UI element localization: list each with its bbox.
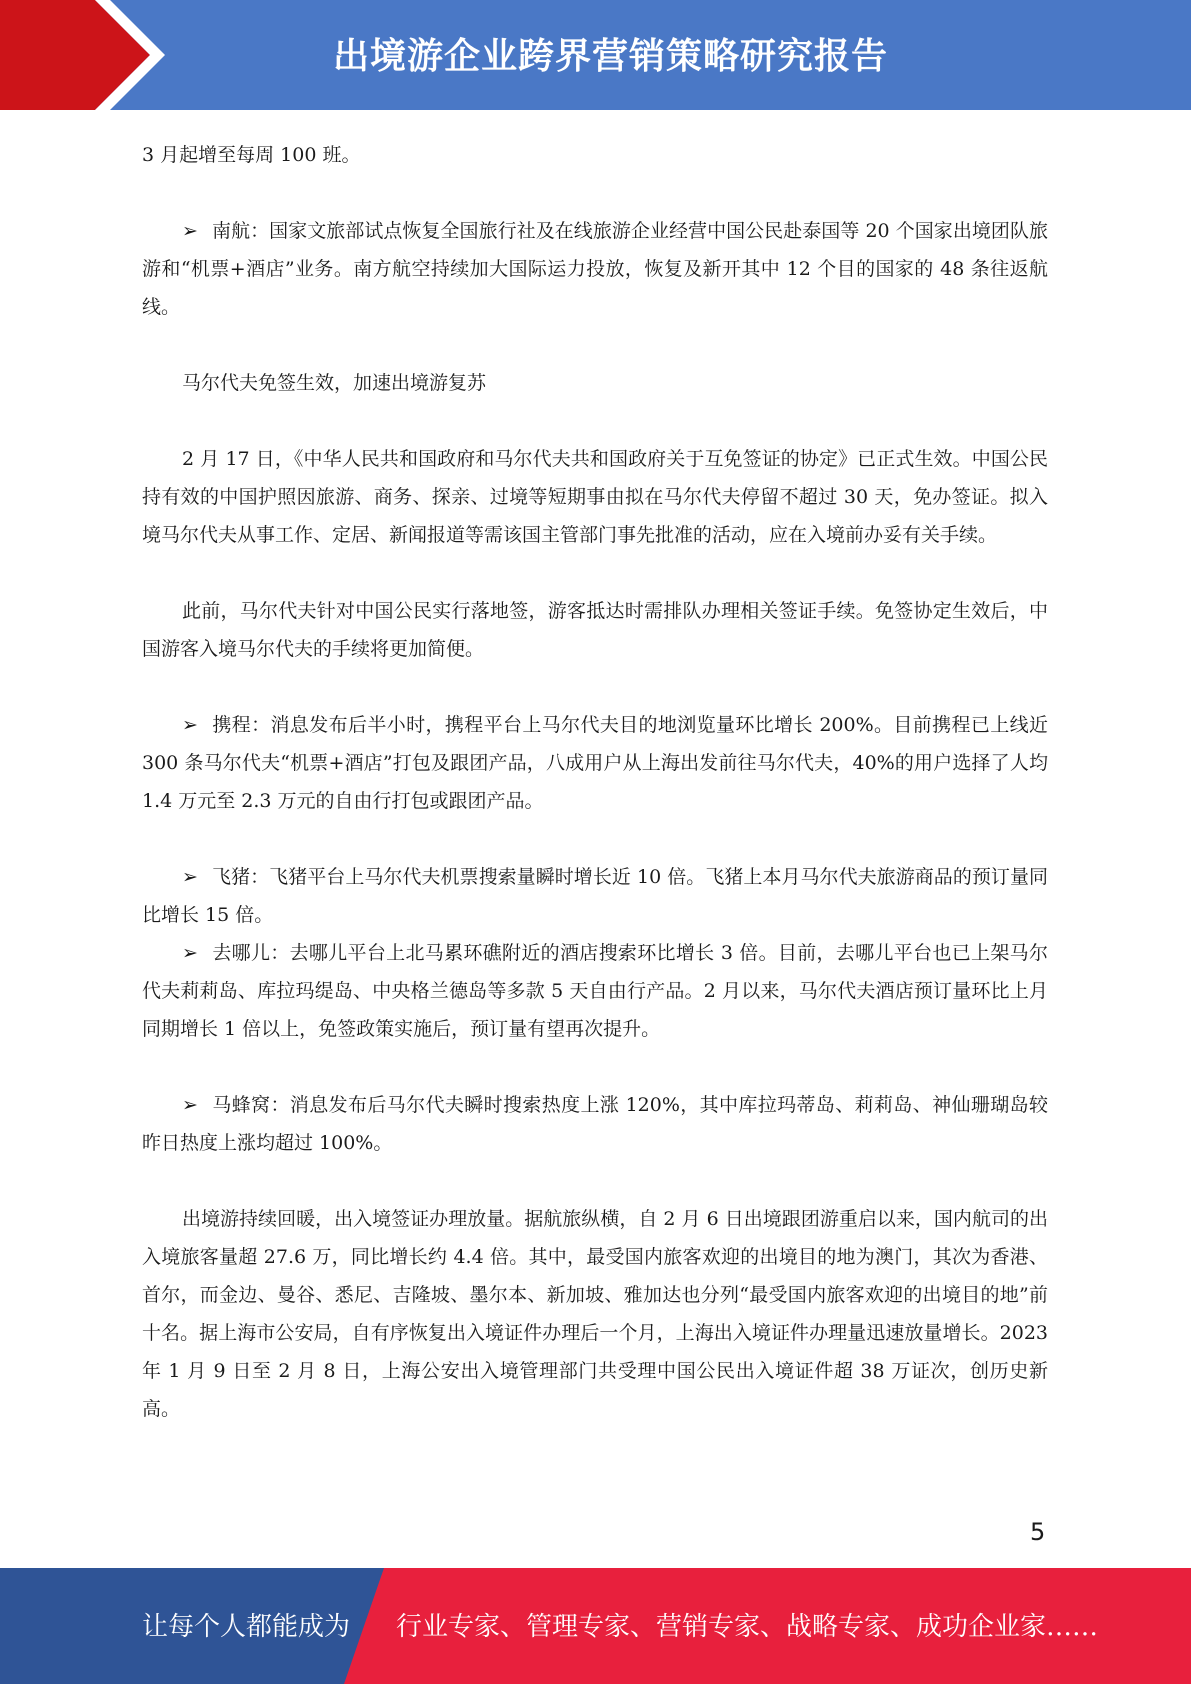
- paragraph-text: 飞猪：飞猪平台上马尔代夫机票搜索量瞬时增长近 10 倍。飞猪上本月马尔代夫旅游商品的预订量同比增长 15 倍。: [142, 866, 1048, 926]
- bullet-paragraph: [142, 1086, 1048, 1162]
- arrow-bullet-icon: ➢: [182, 714, 198, 736]
- report-body: [142, 136, 1048, 1428]
- paragraph-text: 携程：消息发布后半小时，携程平台上马尔代夫目的地浏览量环比增长 200%。目前携程已上线近 300 条马尔代夫“机票+酒店”打包及跟团产品，八成用户从上海出发前往马尔代夫，40%的用户选择了人均 1.4 万元至 2.3 万元的自由行打包或跟团产品。: [142, 714, 1048, 812]
- paragraph: 出境游持续回暖，出入境签证办理放量。据航旅纵横，自 2 月 6 日出境跟团游重启以来，国内航司的出入境旅客量超 27.6 万，同比增长约 4.4 倍。其中，最受国内旅客欢迎的出境目的地为澳门，其次为香港、首尔，而金边、曼谷、悉尼、吉隆坡、墨尔本、新加坡、雅加达也分列“最受国内旅客欢迎的出境目的地”前十名。据上海市公安局，自有序恢复出入境证件办理后一个月，上海出入境证件办理量迅速放量增长。2023 年 1 月 9 日至 2 月 8 日，上海公安出入境管理部门共受理中国公民出入境证件超 38 万证次，创历史新高。: [142, 1208, 1048, 1420]
- bullet-paragraph: [142, 934, 1048, 1048]
- footer-slogan-left: 让每个人都能成为: [142, 1612, 351, 1642]
- arrow-bullet-icon: ➢: [182, 220, 198, 242]
- bullet-paragraph: [142, 858, 1048, 934]
- page-number: 5: [1030, 1518, 1046, 1546]
- paragraph-text: 去哪儿：去哪儿平台上北马累环礁附近的酒店搜索环比增长 3 倍。目前，去哪儿平台也已上架马尔代夫莉莉岛、库拉玛缇岛、中央格兰德岛等多款 5 天自由行产品。2 月以来，马尔代夫酒店预订量环比上月同期增长 1 倍以上，免签政策实施后，预订量有望再次提升。: [142, 942, 1048, 1040]
- arrow-bullet-icon: ➢: [182, 1094, 198, 1116]
- paragraph: 此前，马尔代夫针对中国公民实行落地签，游客抵达时需排队办理相关签证手续。免签协定生效后，中国游客入境马尔代夫的手续将更加简便。: [142, 600, 1048, 660]
- footer-slogan-right: 行业专家、管理专家、营销专家、战略专家、成功企业家……: [396, 1612, 1099, 1642]
- report-title: 出境游企业跨界营销策略研究报告: [332, 36, 888, 77]
- page-header: [0, 0, 1191, 110]
- bullet-paragraph: [142, 212, 1048, 326]
- arrow-bullet-icon: ➢: [182, 942, 198, 964]
- paragraph-text: 马蜂窝：消息发布后马尔代夫瞬时搜索热度上涨 120%，其中库拉玛蒂岛、莉莉岛、神仙珊瑚岛较昨日热度上涨均超过 100%。: [142, 1094, 1048, 1154]
- page-footer: [0, 1568, 1191, 1684]
- bullet-paragraph: [142, 706, 1048, 820]
- section-heading: 马尔代夫免签生效，加速出境游复苏: [182, 372, 487, 394]
- paragraph: 3 月起增至每周 100 班。: [142, 144, 361, 166]
- arrow-bullet-icon: ➢: [182, 866, 198, 888]
- paragraph: 2 月 17 日，《中华人民共和国政府和马尔代夫共和国政府关于互免签证的协定》已正式生效。中国公民持有效的中国护照因旅游、商务、探亲、过境等短期事由拟在马尔代夫停留不超过 30 天，免办签证。拟入境马尔代夫从事工作、定居、新闻报道等需该国主管部门事先批准的活动，应在入境前办妥有关手续。: [142, 448, 1048, 546]
- paragraph-text: 南航：国家文旅部试点恢复全国旅行社及在线旅游企业经营中国公民赴泰国等 20 个国家出境团队旅游和“机票+酒店”业务。南方航空持续加大国际运力投放，恢复及新开其中 12 个目的国家的 48 条往返航线。: [142, 220, 1048, 318]
